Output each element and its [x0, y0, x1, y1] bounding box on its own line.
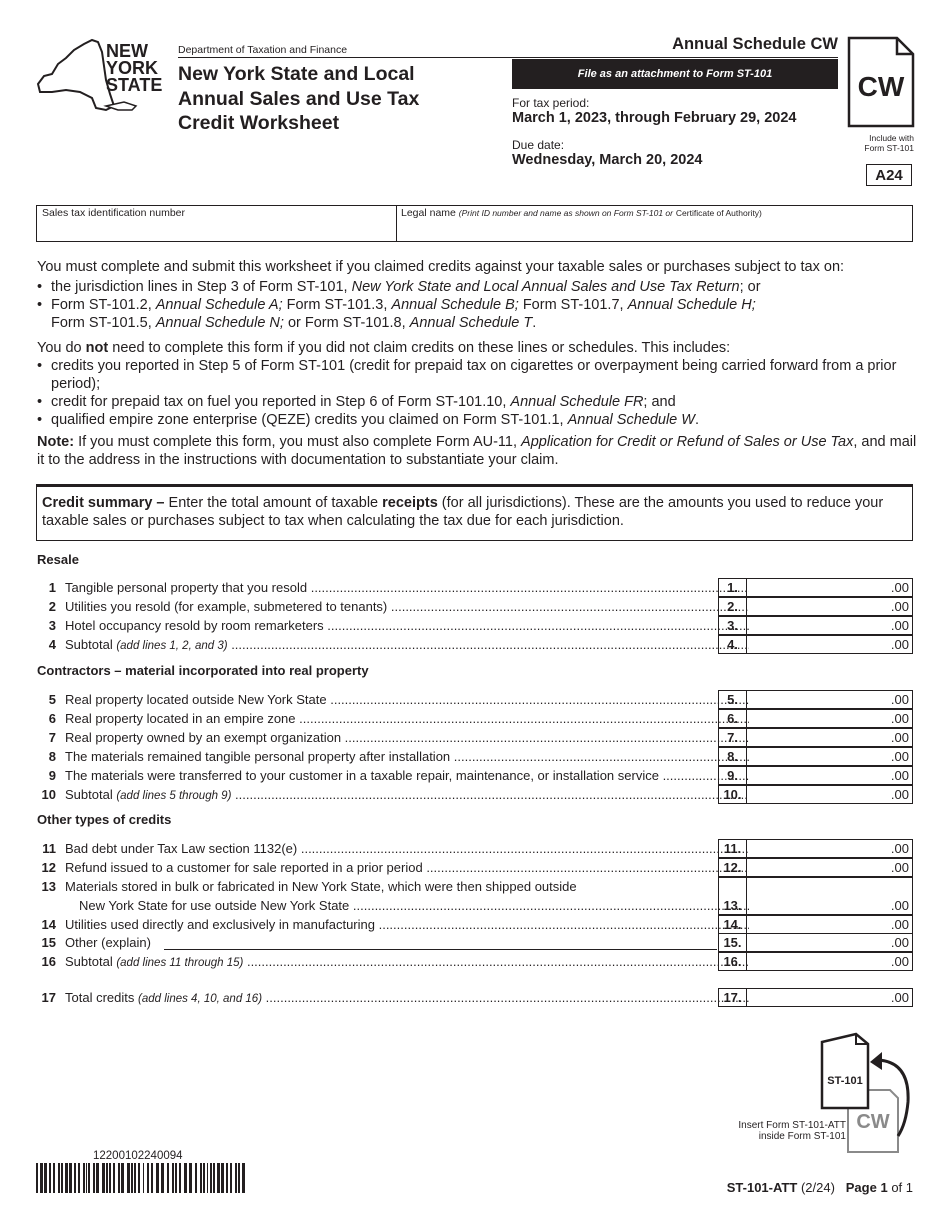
- line-7: 7 Real property owned by an exempt organization ..... 7. .00: [36, 728, 913, 747]
- note-paragraph: Note: If you must complete this form, you must also complete Form AU-11, Application for Credit or Refund of Sales or Use Tax, and mail it to the address in the instructions with documentation to substantiate your claim.: [37, 434, 917, 468]
- barcode-bar: [203, 1163, 205, 1193]
- barcode-bar: [61, 1163, 63, 1193]
- line-6: 6 Real property located in an empire zone ..... 6. .00: [36, 709, 913, 728]
- department-name: Department of Taxation and Finance: [178, 44, 348, 56]
- line-11: 11 Bad debt under Tax Law section 1132(e) ..... 11. .00: [36, 839, 913, 858]
- barcode-bar: [221, 1163, 224, 1193]
- barcode-bar: [161, 1163, 164, 1193]
- line-13-amount[interactable]: .00: [747, 877, 913, 915]
- line-11-amount[interactable]: .00: [747, 839, 913, 858]
- line-5-amount[interactable]: .00: [747, 690, 913, 709]
- exclusions-list: You do not need to complete this form if you did not claim credits on these lines or schedules. This includes: • credits you reported in Step 5 of Form ST-101 (credit for prepaid tax on cigarettes or overpayment being carried forward from a prior period); • credit for prepaid tax on fuel you reported in Step 6 of Form ST-101.10, Annual Schedule FR; and • qualified empire zone enterprise (QEZE) credits you claimed on Form ST-101.1, Annual Schedule W.: [37, 339, 917, 429]
- line-8: 8 The materials remained tangible personal property after installation ..... 8. .00: [36, 747, 913, 766]
- barcode-bar: [242, 1163, 245, 1193]
- line-9: 9 The materials were transferred to your customer in a taxable repair, maintenance, or installation service ..... 9. .00: [36, 766, 913, 785]
- new-york-state-logo: [36, 36, 168, 116]
- barcode-bar: [207, 1163, 208, 1193]
- barcode-bar: [65, 1163, 68, 1193]
- sales-tax-id-input[interactable]: [41, 221, 395, 241]
- barcode-bar: [238, 1163, 240, 1193]
- barcode-bar: [113, 1163, 115, 1193]
- line-17-amount[interactable]: .00: [747, 988, 913, 1007]
- barcode-bar: [235, 1163, 237, 1193]
- line-1: 1 Tangible personal property that you resold ..... 1. .00: [36, 578, 913, 597]
- barcode-bar: [156, 1163, 159, 1193]
- line-13: New York State for use outside New York State ..... 13. .00: [36, 896, 913, 915]
- cw-icon-label: CW: [856, 1111, 890, 1133]
- barcode-bar: [96, 1163, 99, 1193]
- header-rule: [178, 57, 838, 58]
- barcode: [36, 1163, 250, 1193]
- line-14-amount[interactable]: .00: [747, 915, 913, 934]
- barcode-bar: [78, 1163, 80, 1193]
- line-6-amount[interactable]: .00: [747, 709, 913, 728]
- barcode-bar: [118, 1163, 120, 1193]
- barcode-bar: [44, 1163, 47, 1193]
- schedule-title: Annual Schedule CW: [672, 35, 838, 53]
- line-16-amount[interactable]: .00: [747, 952, 913, 971]
- st-icon-label: ST-101: [827, 1075, 863, 1087]
- insert-note: Insert Form ST-101-ATT inside Form ST-101: [738, 1120, 846, 1142]
- barcode-bar: [230, 1163, 232, 1193]
- line-17: 17 Total credits (add lines 4, 10, and 16) ..... 17. .00: [36, 988, 913, 1007]
- barcode-bar: [53, 1163, 55, 1193]
- line-1-amount[interactable]: .00: [747, 578, 913, 597]
- svg-text:YORK: YORK: [106, 58, 159, 78]
- barcode-bar: [217, 1163, 220, 1193]
- barcode-bar: [74, 1163, 76, 1193]
- barcode-bar: [83, 1163, 85, 1193]
- line-15: 15 Other (explain) 15. .00: [36, 933, 913, 952]
- list-item: • credit for prepaid tax on fuel you reported in Step 6 of Form ST-101.10, Annual Schedule FR; and: [37, 393, 917, 411]
- svg-text:STATE: STATE: [106, 75, 163, 95]
- instructions-intro: You must complete and submit this worksheet if you claimed credits against your taxable sales or purchases subject to tax on:: [37, 259, 845, 275]
- barcode-bar: [86, 1163, 87, 1193]
- legal-name-label: Legal name (Print ID number and name as shown on Form ST-101 or Certificate of Authority): [401, 207, 762, 219]
- barcode-bar: [167, 1163, 169, 1193]
- barcode-bar: [143, 1163, 144, 1193]
- instructions-list: [37, 278, 917, 332]
- barcode-bar: [93, 1163, 95, 1193]
- line-8-amount[interactable]: .00: [747, 747, 913, 766]
- barcode-bar: [58, 1163, 60, 1193]
- barcode-bar: [175, 1163, 177, 1193]
- line-2: 2 Utilities you resold (for example, submetered to tenants) ..... 2. .00: [36, 597, 913, 616]
- barcode-bar: [200, 1163, 202, 1193]
- barcode-bar: [226, 1163, 228, 1193]
- barcode-bar: [102, 1163, 105, 1193]
- barcode-bar: [121, 1163, 124, 1193]
- form-code-box: A24: [866, 164, 912, 186]
- section-contractors: Contractors – material incorporated into real property: [37, 663, 369, 678]
- barcode-number: 12200102240094: [93, 1150, 183, 1162]
- line-12-amount[interactable]: .00: [747, 858, 913, 877]
- cw-badge-text: CW: [857, 71, 905, 102]
- line-3-amount[interactable]: .00: [747, 616, 913, 635]
- tax-period-label: For tax period:: [512, 96, 590, 110]
- list-item: • Form ST-101.2, Annual Schedule A; Form ST-101.3, Annual Schedule B; Form ST-101.7, Annual Schedule H; Form ST-101.5, Annual Schedule N; or Form ST-101.8, Annual Schedule T.: [37, 296, 917, 332]
- list-item: • credits you reported in Step 5 of Form ST-101 (credit for prepaid tax on cigarettes or overpayment being carried forward from a prior period);: [37, 357, 917, 393]
- barcode-bar: [210, 1163, 212, 1193]
- barcode-bar: [195, 1163, 197, 1193]
- barcode-bar: [40, 1163, 43, 1193]
- line-10-amount[interactable]: .00: [747, 785, 913, 804]
- barcode-bar: [134, 1163, 136, 1193]
- form-title: New York State and Local Annual Sales and Use Tax Credit Worksheet: [178, 63, 420, 134]
- barcode-bar: [151, 1163, 153, 1193]
- cw-document-icon: [847, 36, 915, 128]
- barcode-bar: [172, 1163, 174, 1193]
- tax-period-value: March 1, 2023, through February 29, 2024: [512, 110, 797, 126]
- line-4-amount[interactable]: .00: [747, 635, 913, 654]
- barcode-bar: [179, 1163, 181, 1193]
- line-10: 10 Subtotal (add lines 5 through 9) ..... 10. .00: [36, 785, 913, 804]
- logo-text: NEW: [106, 41, 148, 61]
- due-date-label: Due date:: [512, 138, 565, 152]
- section-other: Other types of credits: [37, 812, 172, 827]
- line-7-amount[interactable]: .00: [747, 728, 913, 747]
- barcode-bar: [184, 1163, 187, 1193]
- explain-line[interactable]: [164, 949, 717, 950]
- form-id-footer: ST-101-ATT (2/24) Page 1 of 1: [726, 1180, 913, 1195]
- barcode-bar: [138, 1163, 140, 1193]
- barcode-bar: [109, 1163, 111, 1193]
- barcode-bar: [127, 1163, 130, 1193]
- line-15-amount[interactable]: .00: [747, 933, 913, 952]
- barcode-bar: [36, 1163, 38, 1193]
- barcode-bar: [49, 1163, 51, 1193]
- line-13-first-row: 13 Materials stored in bulk or fabricated in New York State, which were then shipped outside: [41, 879, 577, 894]
- line-14: 14 Utilities used directly and exclusively in manufacturing ..... 14. .00: [36, 915, 913, 934]
- line-3: 3 Hotel occupancy resold by room remarketers ..... 3. .00: [36, 616, 913, 635]
- barcode-bar: [131, 1163, 133, 1193]
- barcode-bar: [106, 1163, 108, 1193]
- credit-summary-box: Credit summary – Enter the total amount of taxable receipts (for all jurisdictions). These are the amounts you used to reduce your taxable sales or purchases subject to tax when calculating the tax due for each jurisdiction.: [36, 484, 913, 541]
- legal-name-input[interactable]: [400, 221, 912, 241]
- line-4: 4 Subtotal (add lines 1, 2, and 3) ..... 4. .00: [36, 635, 913, 654]
- barcode-bar: [88, 1163, 90, 1193]
- due-date-value: Wednesday, March 20, 2024: [512, 152, 703, 168]
- list-item: • qualified empire zone enterprise (QEZE) credits you claimed on Form ST-101.1, Annual Schedule W.: [37, 411, 917, 429]
- line-2-amount[interactable]: .00: [747, 597, 913, 616]
- include-note: Include with Form ST-101: [864, 133, 914, 153]
- identification-box: [36, 205, 913, 242]
- barcode-bar: [69, 1163, 72, 1193]
- line-9-amount[interactable]: .00: [747, 766, 913, 785]
- line-16: 16 Subtotal (add lines 11 through 15) ..... 16. .00: [36, 952, 913, 971]
- line-12: 12 Refund issued to a customer for sale reported in a prior period ..... 12. .00: [36, 858, 913, 877]
- sales-tax-id-label: Sales tax identification number: [42, 207, 185, 219]
- barcode-bar: [147, 1163, 149, 1193]
- section-resale: Resale: [37, 552, 79, 567]
- line-5: 5 Real property located outside New York State ..... 5. .00: [36, 690, 913, 709]
- barcode-bar: [189, 1163, 192, 1193]
- barcode-bar: [213, 1163, 215, 1193]
- list-item: • the jurisdiction lines in Step 3 of Form ST-101, New York State and Local Annual Sales and Use Tax Return; or: [37, 278, 917, 296]
- file-attachment-note: File as an attachment to Form ST-101: [512, 59, 838, 89]
